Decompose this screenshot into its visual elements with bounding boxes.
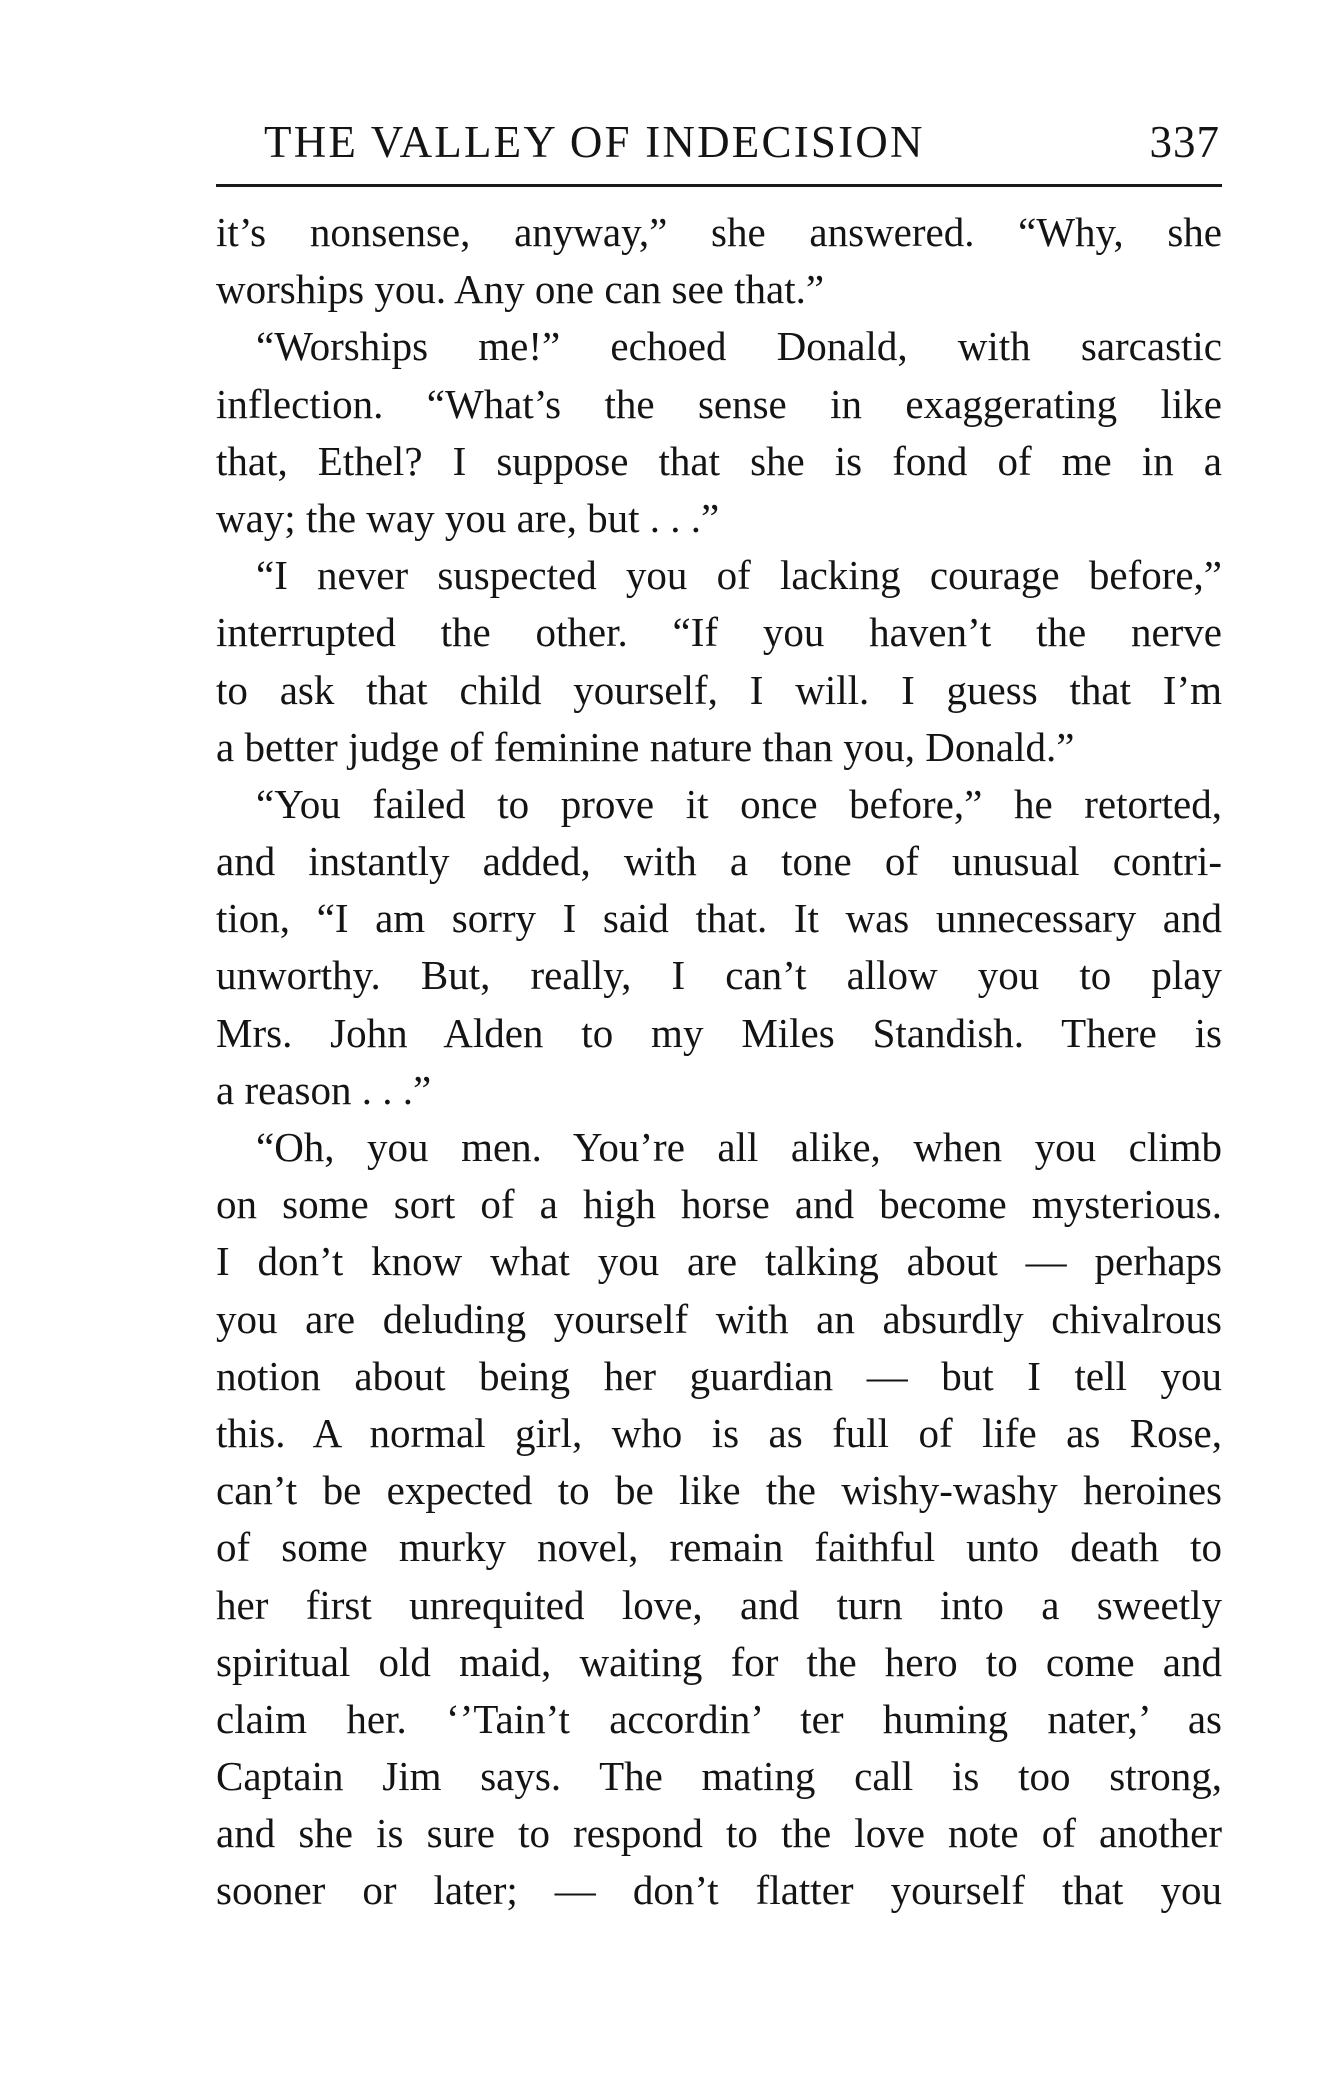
text-line: and she is sure to respond to the love note of another: [216, 1810, 1222, 1857]
text-line: you are deluding yourself with an absurdly chivalrous: [216, 1295, 1222, 1342]
text-line: way; the way you are, but . . .”: [216, 494, 720, 541]
text-line: notion about being her guardian — but I tell you: [216, 1352, 1222, 1399]
text-line: it’s nonsense, anyway,” she answered. “Why, she: [216, 209, 1222, 255]
text-line: of some murky novel, remain faithful unto death to: [216, 1524, 1222, 1571]
text-line: interrupted the other. “If you haven’t the nerve: [216, 609, 1222, 656]
text-line: that, Ethel? I suppose that she is fond of me in a: [216, 437, 1222, 484]
text-line: her first unrequited love, and turn into a sweetly: [216, 1581, 1222, 1628]
text-line: “Worships me!” echoed Donald, with sarcastic: [256, 323, 1222, 370]
text-line: this. A normal girl, who is as full of life as Rose,: [216, 1409, 1222, 1456]
running-head: THE VALLEY OF INDECISION: [264, 117, 925, 167]
text-line: Captain Jim says. The mating call is too strong,: [216, 1753, 1222, 1800]
text-line: claim her. ‘’Tain’t accordin’ ter huming nater,’ as: [216, 1695, 1222, 1742]
text-line: a reason . . .”: [216, 1066, 432, 1113]
text-line: spiritual old maid, waiting for the hero to come and: [216, 1638, 1222, 1685]
header-rule: [216, 184, 1222, 187]
text-line: to ask that child yourself, I will. I guess that I’m: [216, 666, 1222, 713]
text-line: unworthy. But, really, I can’t allow you to play: [216, 952, 1222, 999]
text-line: a better judge of feminine nature than you, Donald.”: [216, 723, 1075, 770]
body-text: [216, 204, 1222, 1920]
page-number: 337: [1149, 117, 1220, 167]
text-line: I don’t know what you are talking about — perhaps: [216, 1238, 1222, 1285]
text-line: can’t be expected to be like the wishy-washy heroines: [216, 1467, 1222, 1514]
text-line: “Oh, you men. You’re all alike, when you climb: [256, 1124, 1222, 1170]
text-line: “You failed to prove it once before,” he retorted,: [256, 780, 1222, 827]
text-line: sooner or later; — don’t flatter yourself that you: [216, 1867, 1222, 1914]
page-header: [220, 108, 1220, 172]
text-line: tion, “I am sorry I said that. It was unnecessary and: [216, 895, 1222, 942]
text-line: on some sort of a high horse and become mysterious.: [216, 1181, 1222, 1228]
text-line: and instantly added, with a tone of unusual contri-: [216, 838, 1222, 885]
text-line: “I never suspected you of lacking courage before,”: [256, 552, 1222, 599]
text-line: inflection. “What’s the sense in exaggerating like: [216, 380, 1222, 427]
text-line: Mrs. John Alden to my Miles Standish. There is: [216, 1009, 1222, 1056]
text-line: worships you. Any one can see that.”: [216, 266, 825, 313]
